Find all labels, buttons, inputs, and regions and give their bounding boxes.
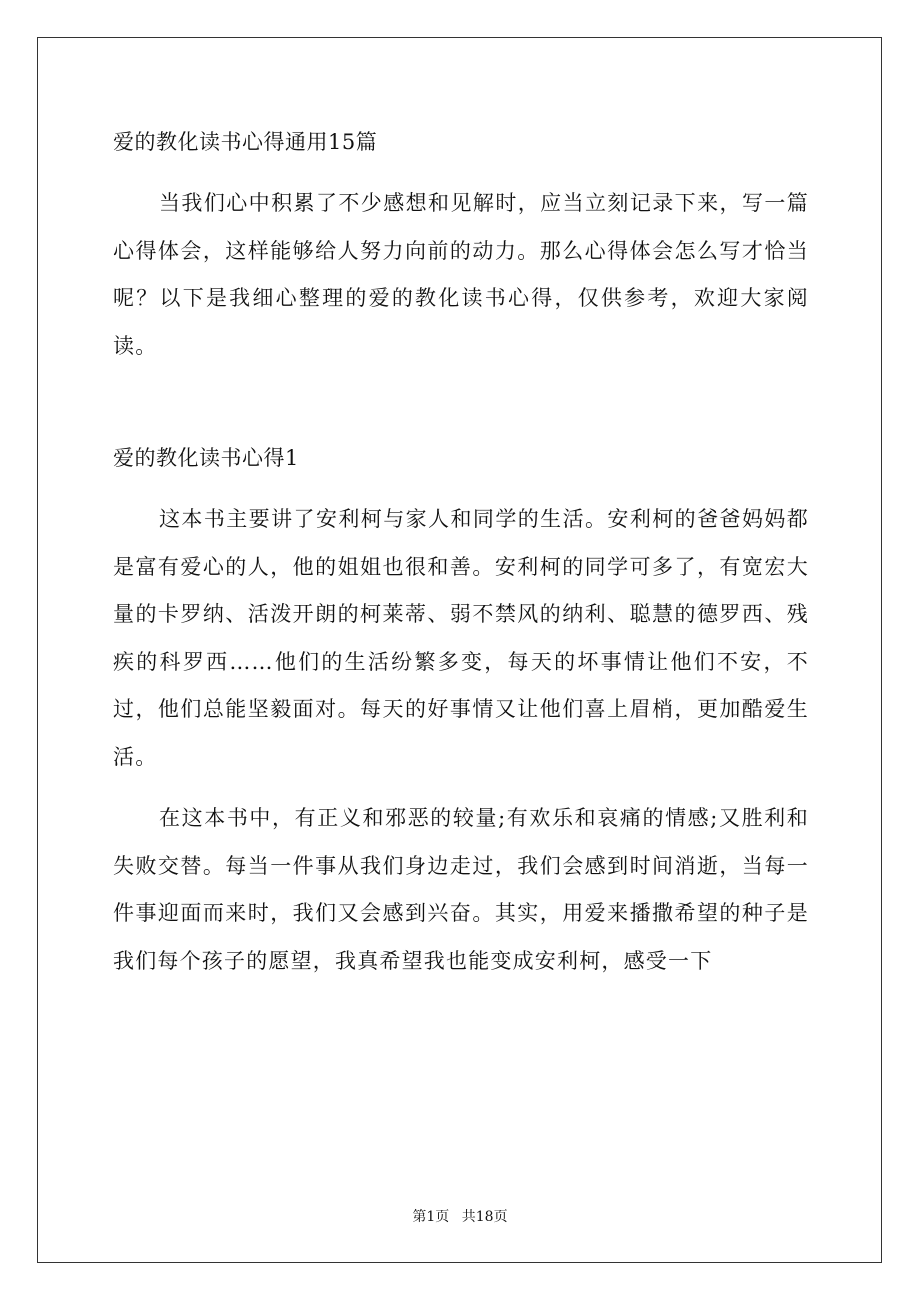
- section-heading: 爱的教化读书心得1: [113, 446, 299, 470]
- intro-paragraph: 当我们心中积累了不少感想和见解时，应当立刻记录下来，写一篇心得体会，这样能够给人努力向前的动力。那么心得体会怎么写才恰当呢？以下是我细心整理的爱的教化读书心得，仅供参考，欢迎大家阅读。: [113, 191, 809, 358]
- body-paragraph: 在这本书中，有正义和邪恶的较量;有欢乐和哀痛的情感;又胜利和失败交替。每当一件事从我们身边走过，我们会感到时间消逝，当每一件事迎面而来时，我们又会感到兴奋。其实，用爱来播撒希望的种子是我们每个孩子的愿望，我真希望我也能变成安利柯，感受一下: [113, 806, 809, 973]
- document-body: [113, 122, 809, 985]
- page-footer: [0, 1206, 920, 1226]
- page-number: 第1页: [412, 1209, 450, 1225]
- document-title: 爱的教化读书心得通用15篇: [113, 130, 378, 154]
- body-paragraph: 这本书主要讲了安利柯与家人和同学的生活。安利柯的爸爸妈妈都是富有爱心的人，他的姐姐也很和善。安利柯的同学可多了，有宽宏大量的卡罗纳、活泼开朗的柯莱蒂、弱不禁风的纳利、聪慧的德罗西、残疾的科罗西……他们的生活纷繁多变，每天的坏事情让他们不安，不过，他们总能坚毅面对。每天的好事情又让他们喜上眉梢，更加酷爱生活。: [113, 507, 809, 769]
- total-pages: 共18页: [461, 1209, 508, 1225]
